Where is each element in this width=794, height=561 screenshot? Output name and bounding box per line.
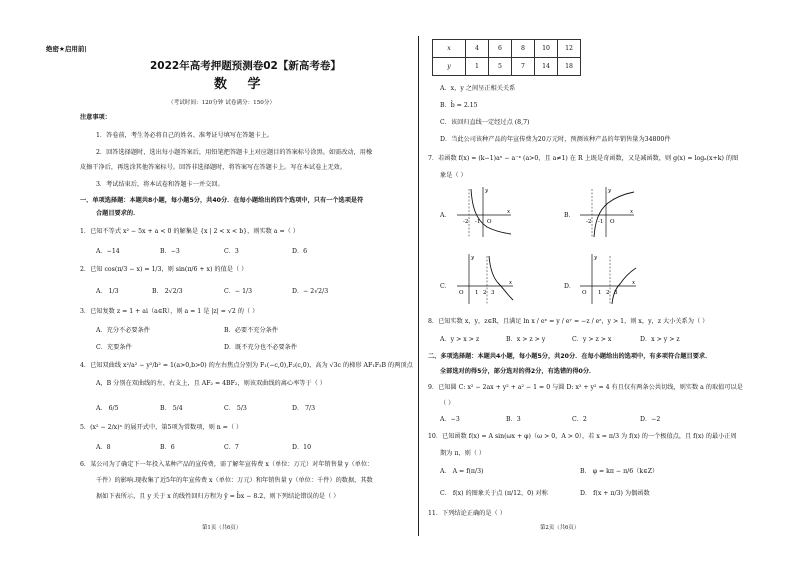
q1-option-c: C．3 [224,248,239,255]
table-row [433,58,581,76]
page-divider [418,36,419,536]
section-2-heading-b: 全部选对的得5分，部分选对的得2分，有选错的得0分． [440,368,596,375]
q6-option-c: C．该回归直线一定经过点 (8,7) [440,119,530,126]
svg-text:3: 3 [491,290,495,296]
question-7: 7．若函数 f(x) = (k−1)aˣ − a⁻ˣ (a>0，且 a≠1) 在 R 上既是奇函数，又是减函数，则 g(x) = logₐ(x+k) 的图 [428,155,739,162]
q2-option-a: A． 1/3 [96,288,119,295]
q10-option-c: C． f(x) 的图象关于点 (π/12，0) 对称 [440,490,548,497]
q8-option-a: A．y > x > z [440,336,480,343]
svg-text:-2: -2 [463,219,469,225]
q4-option-d: D． 7/3 [292,405,316,412]
q6-option-d: D．当此公司该种产品的年宣传费为20万元时，预测该种产品的年销售量为34800件 [440,136,671,143]
q10-option-d: D． f(x + π/3) 为偶函数 [580,490,650,497]
table-cell: 12 [558,40,581,58]
svg-text:3: 3 [614,290,618,296]
question-11: 11．下列结论正确的是（ ） [428,510,506,517]
svg-text:-2: -2 [586,219,592,225]
q7-option-d-label: D． [564,283,576,290]
question-5: 5．(x² − 2/x)ⁿ 的展开式中，第5项为常数项，则 n =（ ） [80,424,243,431]
q9-option-d: D．−2 [640,416,661,423]
svg-text:2: 2 [483,290,487,296]
svg-text:x: x [632,280,636,286]
exam-title: 2022年高考押题预测卷02【新高考卷】 [150,60,341,72]
section-2-heading: 二、多项选择题：本题共4小题，每小题5分，共20分．在每小题给出的选项中，有多项符合题目要求． [428,353,712,360]
table-cell: 5 [489,58,512,76]
svg-text:1: 1 [598,290,602,296]
svg-text:x: x [630,209,634,215]
question-9b: （ ） [440,400,455,407]
q7-graph-c [455,252,517,307]
svg-text:O: O [459,290,464,296]
q3-option-a: A．充分不必要条件 [96,327,150,334]
q3-option-b: B．必要不充分条件 [224,327,279,334]
question-10: 10．已知函数 f(x) = A sin(ωx + φ)（ω > 0，A > 0），若 x = π/3 为 f(x) 的一个极值点，且 f(x) 的最小正周 [428,433,737,440]
svg-text:x: x [509,280,513,286]
question-2: 2．已知 cos(π/3 − x) = 1/3，则 sin(π/6 + x) 的值是（ ） [80,266,248,273]
q5-option-c: C．7 [224,444,239,451]
data-table [432,39,581,76]
q6-option-a: A．x，y 之间呈正相关关系 [440,85,516,92]
q9-option-b: B．3 [506,416,521,423]
q5-option-d: D．10 [292,444,312,451]
q1-option-b: B．−3 [160,248,180,255]
subject-title: 数 学 [214,77,269,92]
q8-option-d: D．x > y > z [640,336,680,343]
svg-text:O: O [610,219,615,225]
q3-option-d: D．既不充分也不必要条件 [224,344,298,351]
question-8: 8．已知实数 x，y，z∈R，且满足 ln x / eˣ = y / eʸ = −z / eᶻ，y > 1，则 x，y，z 大小关系为（ ） [428,318,709,325]
q4-option-c: C． 5/3 [224,405,247,412]
question-9: 9．已知圆 C: x² − 2ax + y² + a² − 1 = 0 与圆 D: x² + y² = 4 有且仅有两条公共切线，则实数 a 的取值可以是 [428,384,743,391]
q2-option-c: C．− 1/3 [224,288,253,295]
table-cell: 7 [512,58,535,76]
question-3: 3．已知复数 z = 1 + ai（a∈R），则 a = 1 是 |z| = √2 的（ ） [80,308,259,315]
table-cell: 18 [558,58,581,76]
table-cell: 14 [535,58,558,76]
q7-graph-d [578,252,640,307]
svg-text:x: x [507,209,511,215]
svg-text:-1: -1 [475,219,481,225]
question-6b: 千件）的影响.现收集了近5年的年宣传费 x（单位：万元）和年销售量 y（单位：千件）的数据，其数 [96,477,373,484]
svg-text:O: O [582,290,587,296]
notice-1: 1．答卷前，考生务必将自己的姓名、准考证号填写在答题卡上。 [96,132,274,139]
table-cell: 4 [466,40,489,58]
q5-option-a: A．8 [96,444,111,451]
notice-3: 3．考试结束后，将本试卷和答题卡一并交回。 [96,181,224,188]
svg-text:y: y [594,255,598,261]
table-cell: 6 [489,40,512,58]
exam-info: （考试时间：120分钟 试卷满分：150分） [168,100,276,106]
table-row [433,40,581,58]
q6-option-b: B．b̂ = 2.15 [440,102,478,109]
table-cell: 10 [535,40,558,58]
table-header-x: x [433,40,466,58]
q4-option-b: B． 5/4 [160,405,183,412]
q2-option-d: D．− 2√2/3 [292,288,329,295]
question-4b: A，B 分别在双曲线的左、右支上，且 AF₂ = 4BF₂，则该双曲线的离心率等于（ ） [96,380,326,387]
q5-option-b: B．6 [160,444,175,451]
q7-graph-a [455,185,515,240]
notice-2: 2．回答选择题时，选出每小题答案后，用铅笔把答题卡上对应题目的答案标号涂黑。如需改动，用橡 [96,149,373,156]
page-footer-right: 第2页（共6页） [540,525,580,531]
q1-option-d: D．6 [292,248,308,255]
table-cell: 1 [466,58,489,76]
q10-option-a: A． A = f(π/3) [440,468,484,475]
svg-text:y: y [471,255,475,261]
table-cell: 8 [512,40,535,58]
q7-option-b-label: B． [564,212,575,219]
svg-text:y: y [608,188,612,194]
svg-text:1: 1 [475,290,479,296]
q10-option-b: B． φ = kπ − π/6（k∈Z） [580,468,659,475]
svg-text:O: O [487,219,492,225]
svg-text:y: y [485,188,489,194]
q4-option-a: A． 6/5 [96,405,119,412]
question-1: 1．已知不等式 x² − 5x + a < 0 的解集是 {x | 2 < x < b}，则实数 a =（ ） [80,228,299,235]
section-1-heading-b: 合题目要求的． [96,210,140,217]
svg-text:-1: -1 [598,219,604,225]
q7-option-c-label: C． [440,283,451,290]
page-footer-left: 第1页（共6页） [202,525,242,531]
question-4: 4．已知双曲线 x²/a² − y²/b² = 1(a>0,b>0) 的左右焦点分别为 F₁(−c,0),F₂(c,0)，高为 √3c 的梯形 AF₁F₂B 的两顶点 [80,362,413,369]
notice-heading: 注意事项： [80,114,111,121]
confidential-mark: 绝密★启用前| [46,45,87,53]
q3-option-c: C．充要条件 [96,344,132,351]
q9-option-a: A．−3 [440,416,460,423]
q7-option-a-label: A． [440,212,451,219]
svg-text:2: 2 [606,290,610,296]
q7-graph-b [578,185,638,240]
q9-option-c: C．2 [572,416,587,423]
table-header-y: y [433,58,466,76]
q8-option-b: B．x > z > y [506,336,546,343]
section-1-heading: 一、单项选择题：本题共8小题，每小题5分，共40分．在每小题给出的四个选项中，只有一个选项是符 [80,197,364,204]
q2-option-b: B． 2√2/3 [152,288,183,295]
question-6: 6．某公司为了确定下一年投入某种产品的宣传费，需了解年宣传费 x（单位：万元）对年销售量 y（单位： [80,461,374,468]
q8-option-c: C．y > z > x [572,336,612,343]
q1-option-a: A．−14 [96,248,120,255]
question-6c: 据如下表所示，且 y 关于 x 的线性回归方程为 ŷ = b̂x − 8.2，则下列结论错误的是（ ） [96,493,340,500]
question-10b: 期为 π，则（ ） [440,450,486,457]
question-7b: 象是（ ） [440,172,467,179]
notice-2b: 皮擦干净后，再选涂其他答案标号。回答非选择题时，将答案写在答题卡上。写在本试卷上无效。 [80,164,347,171]
